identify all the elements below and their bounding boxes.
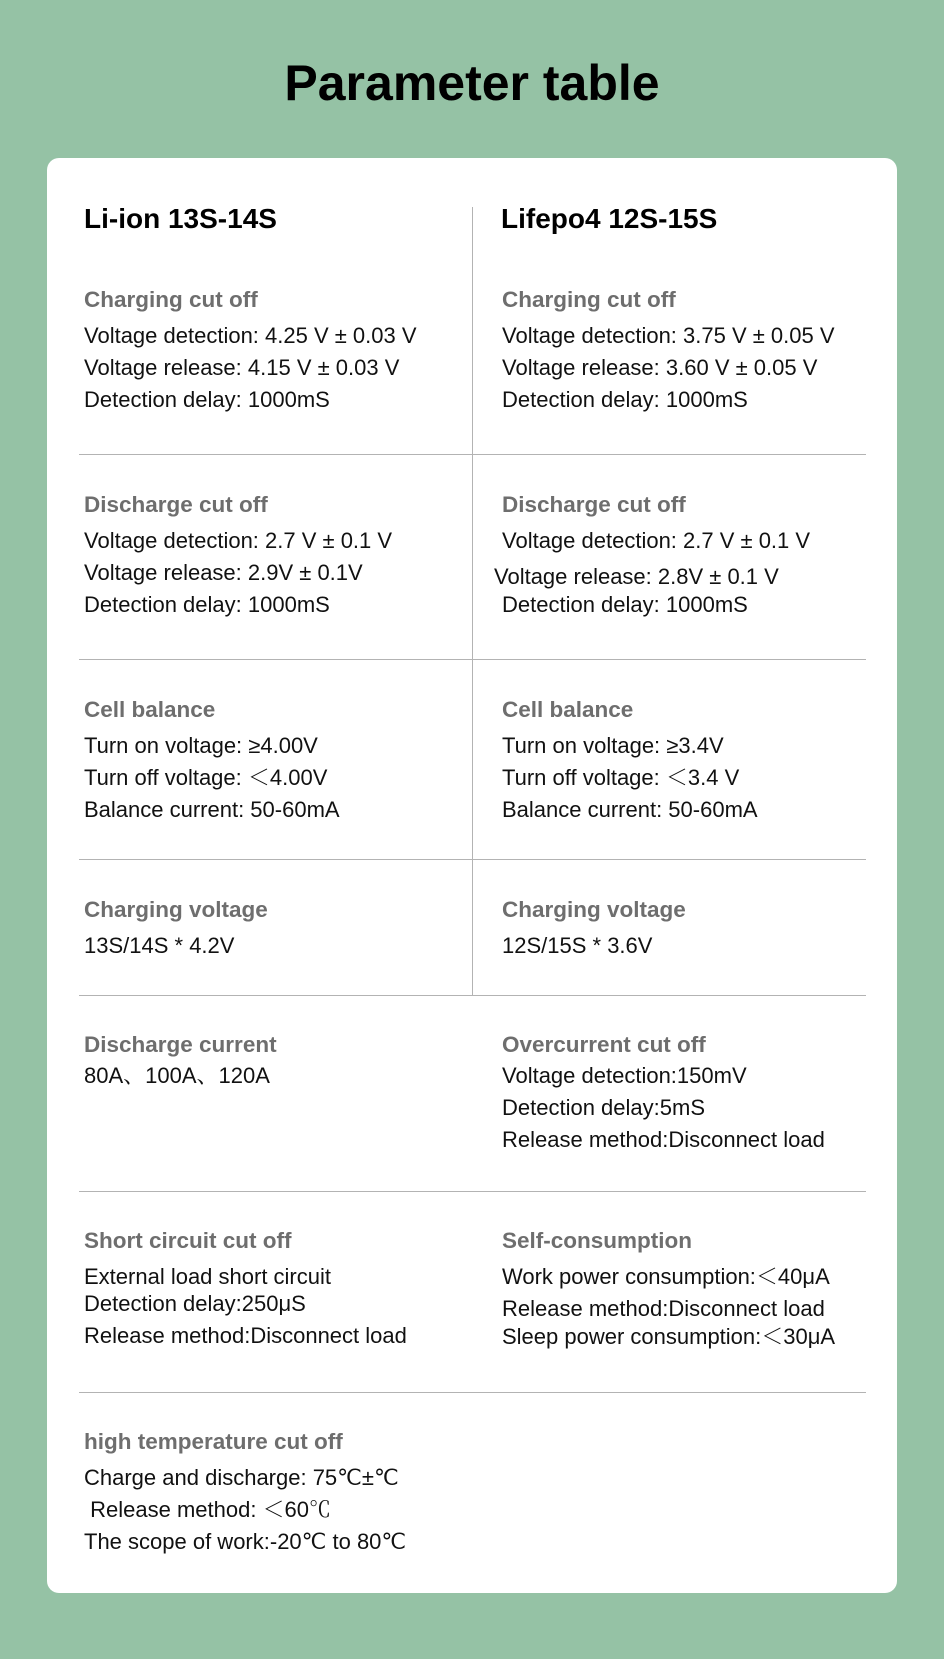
row-divider — [79, 454, 866, 455]
section-title: Discharge cut off — [502, 492, 686, 517]
section-discharge-current-li-ion — [84, 1029, 277, 1092]
param-line: Voltage detection: 2.7 V ± 0.1 V — [502, 528, 811, 553]
row-divider — [79, 659, 866, 660]
param-line: Voltage release: 2.8V ± 0.1 V — [494, 564, 779, 589]
column-divider — [472, 207, 473, 996]
param-line: Voltage detection: 3.75 V ± 0.05 V — [502, 323, 835, 348]
param-line: Detection delay:5mS — [502, 1095, 705, 1120]
param-line: 80A、100A、120A — [84, 1063, 270, 1088]
section-title: Charging voltage — [84, 897, 268, 922]
section-discharge-cutoff-li-ion — [84, 489, 392, 621]
param-line: Detection delay: 1000mS — [84, 387, 330, 412]
column-header-li-ion: Li-ion 13S-14S — [84, 203, 277, 234]
param-line: Detection delay:250μS — [84, 1291, 306, 1316]
column-header-lifepo4: Lifepo4 12S-15S — [501, 203, 718, 234]
section-title: Overcurrent cut off — [502, 1032, 706, 1057]
section-title: high temperature cut off — [84, 1429, 343, 1454]
row-divider — [79, 995, 866, 996]
param-line: Detection delay: 1000mS — [502, 592, 748, 617]
param-line: The scope of work:-20℃ to 80℃ — [84, 1529, 407, 1554]
param-line: Release method:Disconnect load — [502, 1127, 825, 1152]
section-short-circuit-cutoff-li-ion — [84, 1225, 407, 1352]
section-title: Cell balance — [84, 697, 216, 722]
param-line: Release method: ＜60℃ — [84, 1497, 332, 1522]
section-charging-voltage-lifepo4 — [502, 894, 686, 962]
param-line: Release method:Disconnect load — [84, 1323, 407, 1348]
param-line: Turn on voltage: ≥3.4V — [502, 733, 724, 758]
section-title: Discharge current — [84, 1032, 277, 1057]
section-charging-cutoff-li-ion — [84, 284, 417, 416]
section-title: Charging voltage — [502, 897, 686, 922]
param-line: Voltage release: 3.60 V ± 0.05 V — [502, 355, 818, 380]
section-overcurrent-cutoff-lifepo4 — [502, 1029, 825, 1156]
section-title: Self-consumption — [502, 1228, 692, 1253]
section-high-temperature-cutoff — [84, 1426, 406, 1554]
param-line: Release method:Disconnect load — [502, 1296, 825, 1321]
param-line: Voltage detection: 4.25 V ± 0.03 V — [84, 323, 417, 348]
section-discharge-cutoff-lifepo4 — [494, 489, 811, 621]
param-line: Turn off voltage: ＜3.4 V — [502, 765, 740, 790]
param-line: Work power consumption:＜40μA — [502, 1264, 830, 1289]
param-line: Voltage release: 2.9V ± 0.1V — [84, 560, 363, 585]
param-line: Turn on voltage: ≥4.00V — [84, 733, 318, 758]
section-self-consumption-lifepo4 — [502, 1225, 835, 1353]
section-charging-cutoff-lifepo4 — [502, 284, 835, 416]
section-charging-voltage-li-ion — [84, 894, 268, 962]
section-title: Cell balance — [502, 697, 634, 722]
param-line: Voltage detection: 2.7 V ± 0.1 V — [84, 528, 393, 553]
row-divider — [79, 1392, 866, 1393]
param-line: External load short circuit — [84, 1264, 331, 1289]
section-cell-balance-li-ion — [84, 694, 340, 826]
param-line: Sleep power consumption:＜30μA — [502, 1324, 836, 1349]
param-line: Detection delay: 1000mS — [84, 592, 330, 617]
row-divider — [79, 1191, 866, 1192]
param-line: 12S/15S * 3.6V — [502, 933, 653, 958]
section-title: Short circuit cut off — [84, 1228, 292, 1253]
param-line: Balance current: 50-60mA — [502, 797, 758, 822]
page-title: Parameter table — [284, 55, 660, 111]
param-line: 13S/14S * 4.2V — [84, 933, 235, 958]
param-line: Voltage release: 4.15 V ± 0.03 V — [84, 355, 400, 380]
section-title: Discharge cut off — [84, 492, 268, 517]
row-divider — [79, 859, 866, 860]
section-title: Charging cut off — [502, 287, 676, 312]
param-line: Charge and discharge: 75℃±℃ — [84, 1465, 399, 1490]
param-line: Turn off voltage: ＜4.00V — [84, 765, 328, 790]
section-cell-balance-lifepo4 — [502, 694, 758, 826]
section-title: Charging cut off — [84, 287, 258, 312]
param-line: Detection delay: 1000mS — [502, 387, 748, 412]
param-line: Voltage detection:150mV — [502, 1063, 747, 1088]
param-line: Balance current: 50-60mA — [84, 797, 340, 822]
